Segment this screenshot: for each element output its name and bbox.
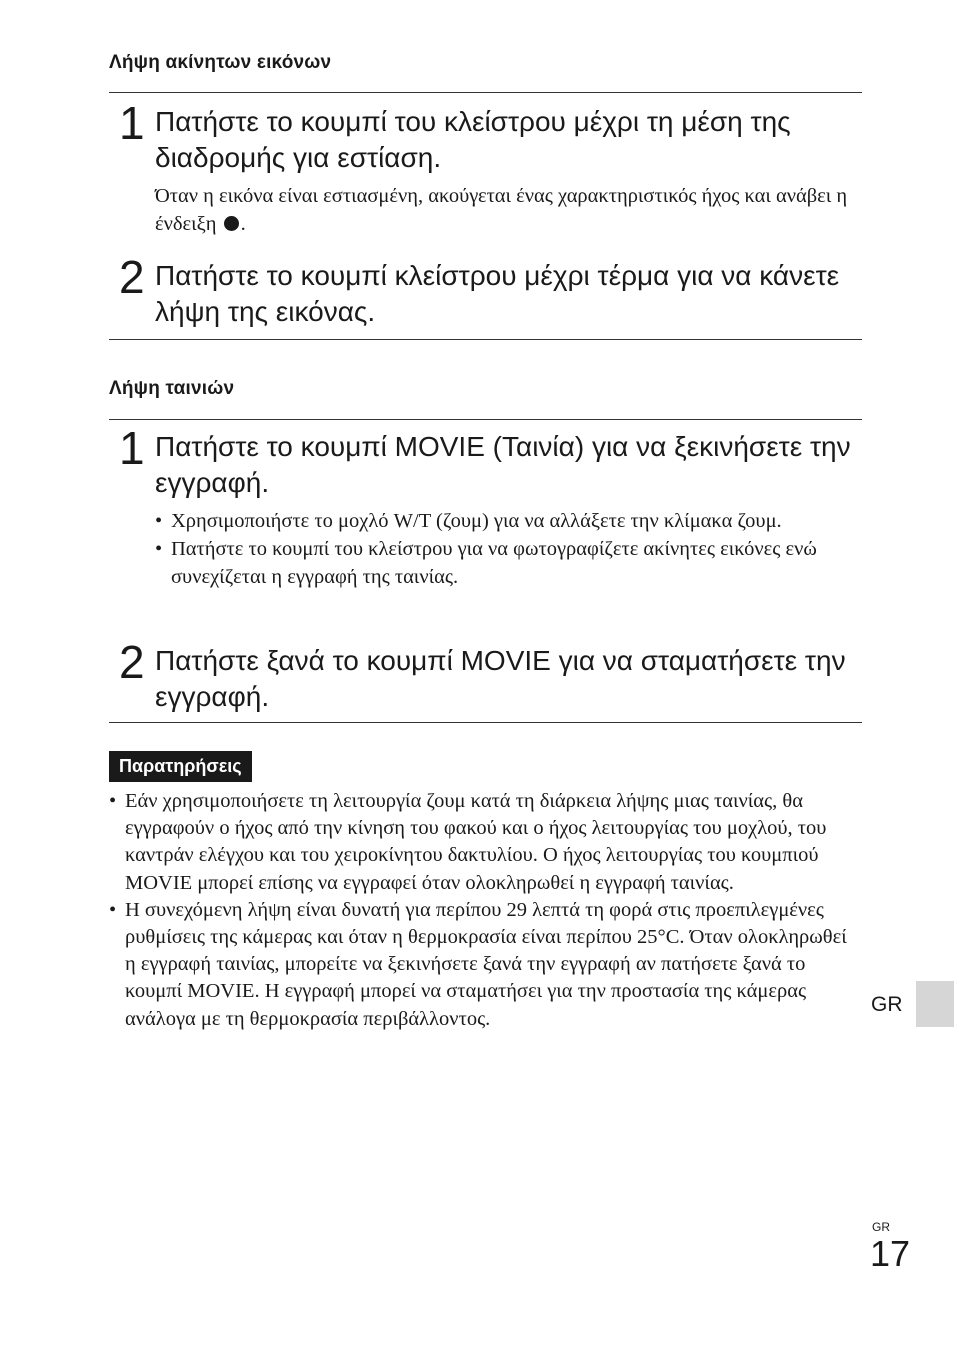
step-description-text: Όταν η εικόνα είναι εστιασμένη, ακούγεται ένας χαρακτηριστικός ήχος και ανάβει η ένδειξη xyxy=(155,185,848,235)
note-item: • Η συνεχόμενη λήψη είναι δυνατή για περίπου 29 λεπτά τη φορά στις προεπιλεγμένες ρυθμίσεις της κάμερας και όταν η θερμοκρασία είναι περίπου 25°C. Όταν ολοκληρωθεί η εγγραφή ταινίας, μπορείτε να ξεκινήσετε ξανά την εγγραφή αν πατήσετε ξανά το κουμπί MOVIE. Η εγγραφή μπορεί να σταματήσει για την προστασία της κάμερας ανάλογα με τη θερμοκρασία περιβάλλοντος. xyxy=(109,897,849,1033)
language-tab xyxy=(916,981,954,1027)
step-title: Πατήστε το κουμπί κλείστρου μέχρι τέρμα για να κάνετε λήψη της εικόνας. xyxy=(155,260,840,327)
step-title: Πατήστε το κουμπί του κλείστρου μέχρι τη μέση της διαδρομής για εστίαση. xyxy=(155,106,791,173)
notes-label: Παρατηρήσεις xyxy=(109,751,252,782)
focus-indicator-icon xyxy=(224,216,239,231)
step-number: 1 xyxy=(119,97,145,149)
step-stop-recording xyxy=(109,636,862,715)
language-label: GR xyxy=(871,993,903,1016)
bullet-item: • Χρησιμοποιήστε το μοχλό W/T (ζουμ) για να αλλάξετε την κλίμακα ζουμ. xyxy=(155,507,862,535)
step-title: Πατήστε ξανά το κουμπί MOVIE για να σταματήσετε την εγγραφή. xyxy=(155,645,846,712)
step-title: Πατήστε το κουμπί MOVIE (Ταινία) για να ξεκινήσετε την εγγραφή. xyxy=(155,431,851,498)
divider xyxy=(109,722,862,723)
step-description xyxy=(155,182,862,238)
section-heading-still: Λήψη ακίνητων εικόνων xyxy=(109,52,332,73)
bullet-item: • Πατήστε το κουμπί του κλείστρου για να φωτογραφίζετε ακίνητες εικόνες ενώ συνεχίζεται η εγγραφή της ταινίας. xyxy=(155,535,862,591)
step-start-recording xyxy=(109,422,862,591)
divider xyxy=(109,92,862,93)
step-number: 1 xyxy=(119,422,145,474)
step-focus xyxy=(109,97,862,238)
divider xyxy=(109,419,862,420)
page-number-label: GR xyxy=(872,1220,890,1234)
note-item: • Εάν χρησιμοποιήσετε τη λειτουργία ζουμ κατά τη διάρκεια λήψης μιας ταινίας, θα εγγραφούν ο ήχος από την κίνηση του φακού και ο ήχος λειτουργίας του μοχλού, του καντράν ελέγχου και του χειροκίνητου δακτυλίου. Ο ήχος λειτουργίας του κουμπιού MOVIE μπορεί επίσης να εγγραφεί όταν ολοκληρωθεί η εγγραφή ταινίας. xyxy=(109,788,849,897)
notes-list xyxy=(109,788,849,1033)
divider xyxy=(109,339,862,340)
page-number: 17 xyxy=(870,1233,911,1274)
section-heading-movie: Λήψη ταινιών xyxy=(109,378,235,399)
step-shoot xyxy=(109,251,862,330)
step-number: 2 xyxy=(119,251,145,303)
step-bullets xyxy=(155,507,862,591)
step-number: 2 xyxy=(119,636,145,688)
step-description-end: . xyxy=(240,213,246,235)
